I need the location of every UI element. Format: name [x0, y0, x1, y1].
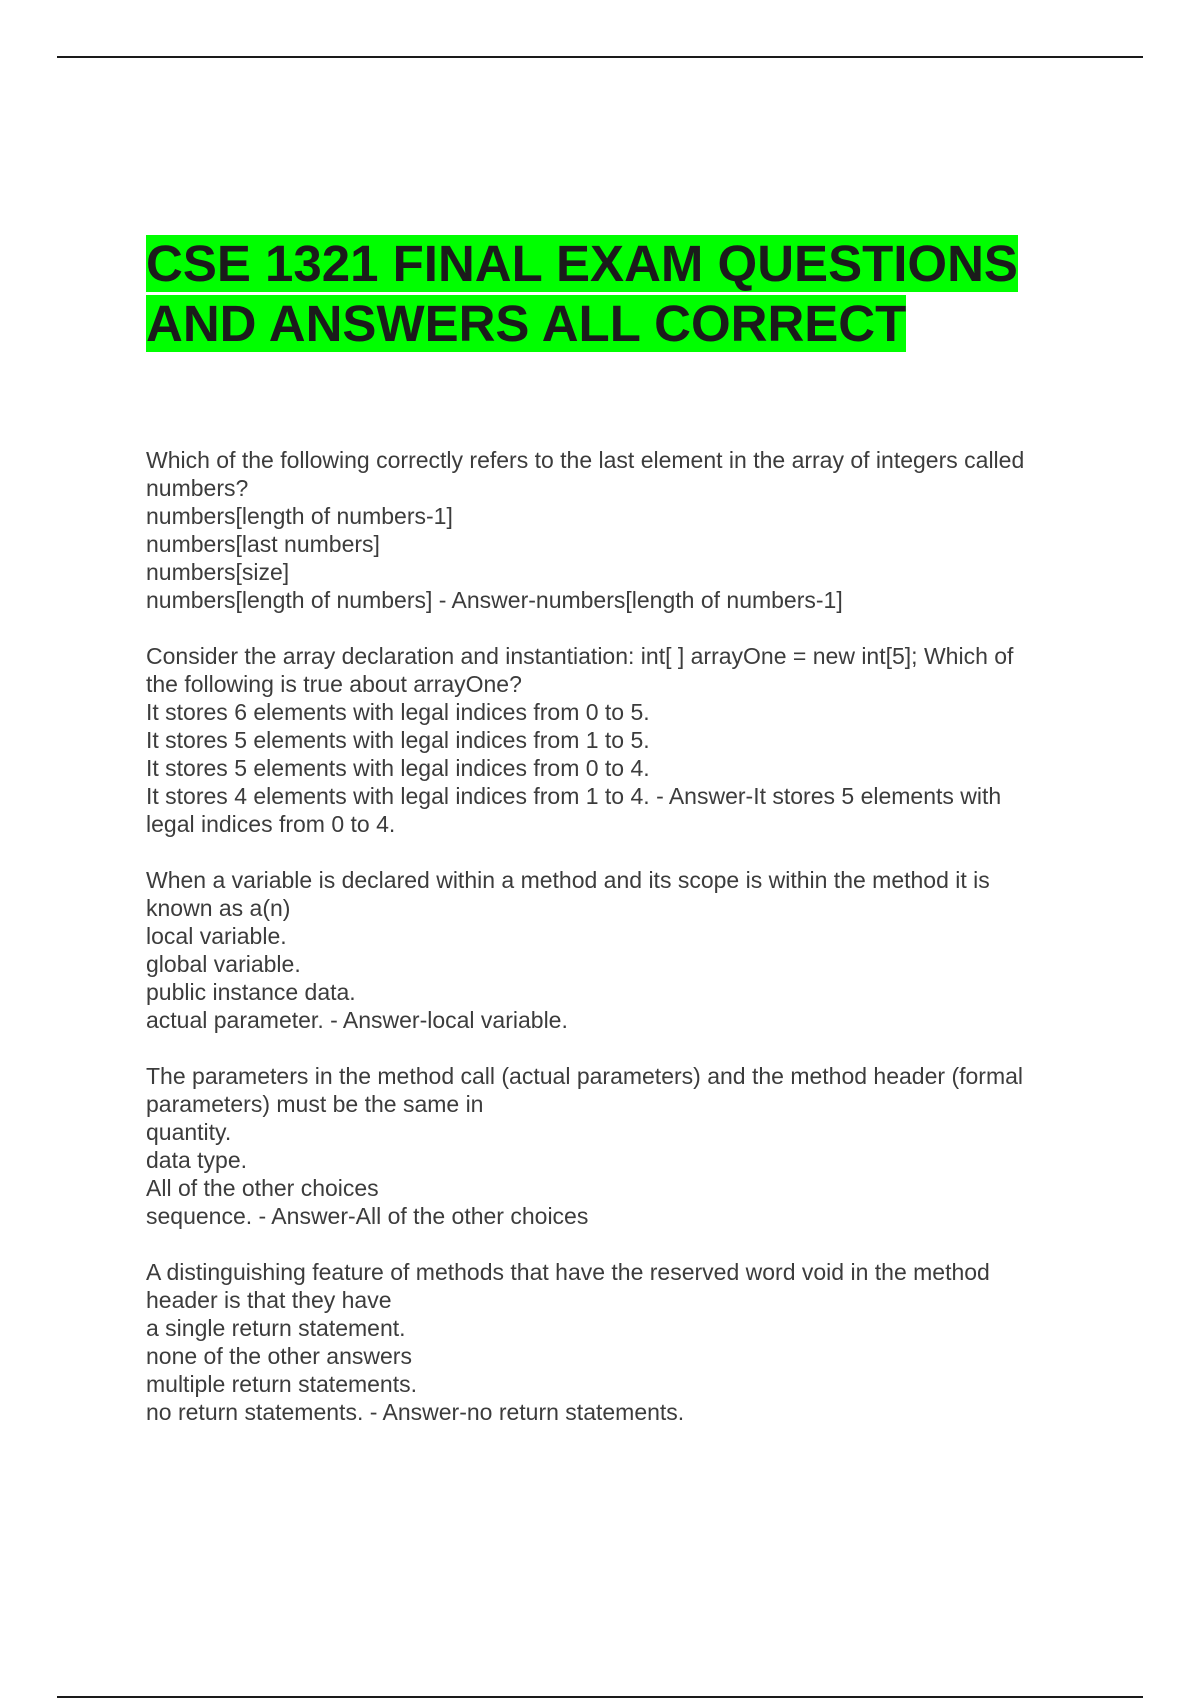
question-line: numbers[length of numbers] - Answer-numbers[length of numbers-1] [146, 587, 843, 613]
question-line: quantity. [146, 1119, 232, 1145]
question-line: numbers[size] [146, 559, 290, 585]
title-line-1: CSE 1321 FINAL EXAM QUESTIONS [146, 235, 1018, 292]
question-line: multiple return statements. [146, 1371, 418, 1397]
question-line: It stores 5 elements with legal indices from 0 to 4. [146, 755, 650, 781]
question-text: Which of the following correctly refers to the last element in the array of integers called [146, 447, 1025, 473]
question-line: All of the other choices [146, 1175, 379, 1201]
question-block [146, 1258, 1086, 1426]
question-list [146, 446, 1086, 1454]
bottom-rule [57, 1696, 1143, 1698]
question-text: The parameters in the method call (actual parameters) and the method header (formal [146, 1063, 1023, 1089]
question-line: global variable. [146, 951, 301, 977]
question-line: none of the other answers [146, 1343, 412, 1369]
question-line: data type. [146, 1147, 248, 1173]
question-block [146, 642, 1086, 838]
question-block [146, 1062, 1086, 1230]
question-line: numbers? [146, 475, 249, 501]
question-line: It stores 4 elements with legal indices from 1 to 4. - Answer-It stores 5 elements with [146, 783, 1002, 809]
question-text: When a variable is declared within a method and its scope is within the method it is [146, 867, 990, 893]
question-text: A distinguishing feature of methods that have the reserved word void in the method [146, 1259, 990, 1285]
question-line: actual parameter. - Answer-local variable. [146, 1007, 568, 1033]
question-block [146, 446, 1086, 614]
question-line: no return statements. - Answer-no return statements. [146, 1399, 685, 1425]
question-line: parameters) must be the same in [146, 1091, 484, 1117]
question-line: a single return statement. [146, 1315, 406, 1341]
question-line: numbers[length of numbers-1] [146, 503, 453, 529]
question-line: header is that they have [146, 1287, 392, 1313]
top-rule [57, 56, 1143, 58]
question-line: legal indices from 0 to 4. [146, 811, 396, 837]
document-title [146, 234, 1106, 354]
question-text: Consider the array declaration and instantiation: int[ ] arrayOne = new int[5]; Which of [146, 643, 1014, 669]
question-line: It stores 5 elements with legal indices from 1 to 5. [146, 727, 650, 753]
question-line: numbers[last numbers] [146, 531, 380, 557]
question-line: It stores 6 elements with legal indices from 0 to 5. [146, 699, 650, 725]
question-block [146, 866, 1086, 1034]
question-line: local variable. [146, 923, 287, 949]
question-line: known as a(n) [146, 895, 291, 921]
title-line-2: AND ANSWERS ALL CORRECT [146, 295, 907, 352]
question-line: sequence. - Answer-All of the other choices [146, 1203, 589, 1229]
question-line: the following is true about arrayOne? [146, 671, 522, 697]
question-line: public instance data. [146, 979, 356, 1005]
